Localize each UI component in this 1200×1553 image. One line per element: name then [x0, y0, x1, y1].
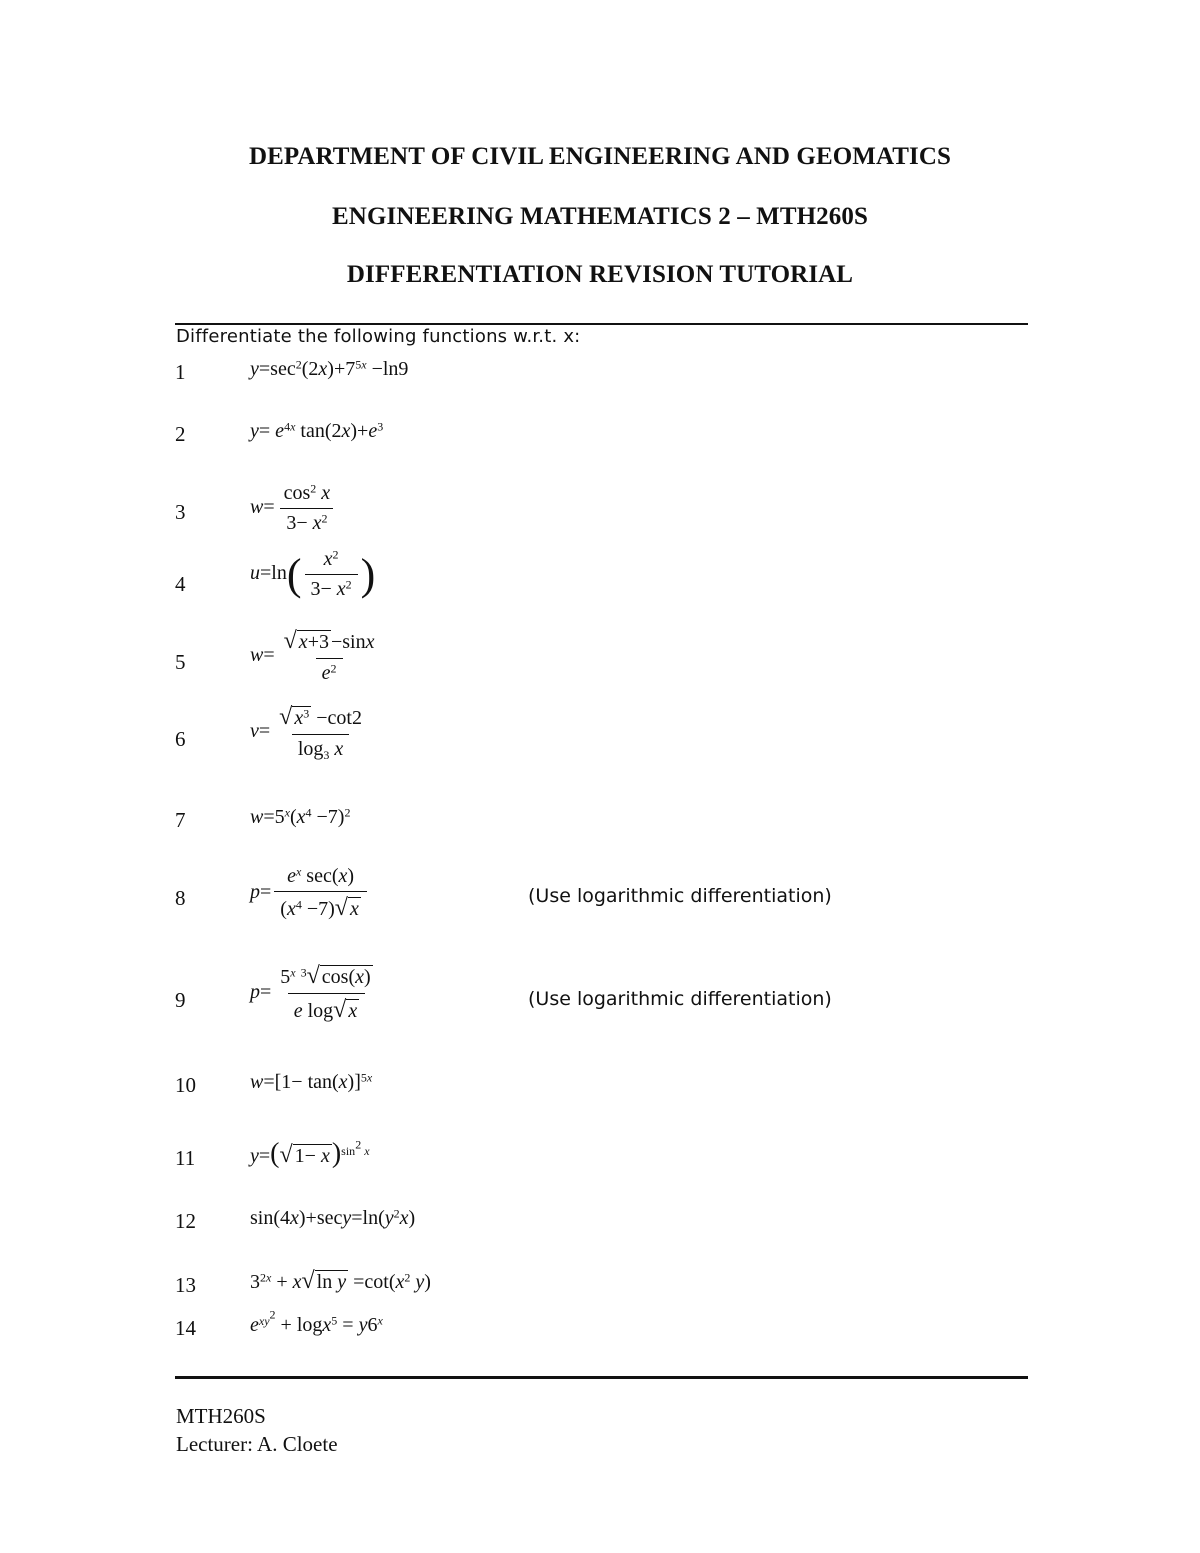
question-12-expression: $\sin(4x)+\sec y=\ln(y^2x)$ — [250, 1206, 416, 1229]
question-8-expression: p= $\frac{e^x \sec(x)}{(x^4 -7)√ x}$ — [250, 865, 370, 922]
question-number: 11 — [175, 1146, 196, 1170]
question-number: 13 — [175, 1273, 196, 1297]
footer-course-code: MTH260S — [176, 1404, 266, 1428]
tutorial-heading: DIFFERENTIATION REVISION TUTORIAL — [346, 261, 854, 288]
question-6-expression: v= $\frac{√ x^3 -\cot 2}{\log_3 x}$ — [250, 704, 362, 763]
question-4-expression: u=ln( $\frac{x^2}{3- x^2}$ ) — [250, 547, 376, 600]
question-number: 10 — [175, 1073, 196, 1097]
question-number: 4 — [175, 572, 186, 596]
question-number: 8 — [175, 886, 186, 910]
question-10-expression: $w=[1- \tan(x)]^{5x}$ — [250, 1070, 373, 1093]
question-number: 7 — [175, 808, 186, 832]
question-3-expression: w= $\frac{\cos^2 x}{3- x^2}$ — [250, 482, 339, 535]
question-13-expression: $3^{2x} + x√$ $\ln y =\cot(x^2$ y) — [250, 1268, 431, 1294]
question-number: 14 — [175, 1316, 196, 1340]
question-5-expression: w= $\frac{√ x+3 -\sin x}{e^2}$ — [250, 628, 375, 684]
question-number: 1 — [175, 360, 186, 384]
question-number: 2 — [175, 422, 186, 446]
question-14-expression: $e^{xy^2} + \log x^5 = y6^x$ — [250, 1307, 383, 1337]
question-number: 9 — [175, 988, 186, 1012]
question-9-note: (Use logarithmic differentiation) — [528, 988, 832, 1010]
question-number: 12 — [175, 1209, 196, 1233]
instructions: Differentiate the following functions w.r.t. x: — [176, 326, 581, 347]
question-8-note: (Use logarithmic differentiation) — [528, 885, 832, 907]
top-divider — [175, 323, 1028, 325]
question-number: 6 — [175, 727, 186, 751]
question-2-expression: $y= e^{4x}$ $\tan(2x)+e^3$ — [250, 419, 384, 442]
question-number: 3 — [175, 500, 186, 524]
question-1-expression: $y=\sec^2(2x)+7^{5x} -\ln 9$ — [250, 357, 409, 380]
footer-lecturer: Lecturer: A. Cloete — [176, 1432, 338, 1456]
question-9-expression: p= $\frac{5^x ^3√ \cos(x)}{\text{e log√ x}}$ — [250, 963, 371, 1023]
question-number: 5 — [175, 650, 186, 674]
department-heading: DEPARTMENT OF CIVIL ENGINEERING AND GEOMATICS — [248, 143, 952, 170]
question-11-expression: y=(√ 1− x)$^{sin^2 x}$ — [250, 1137, 370, 1169]
course-heading: ENGINEERING MATHEMATICS 2 – MTH260S — [332, 203, 868, 230]
question-7-expression: $w=5^x(x^4 -7)^2$ — [250, 805, 351, 828]
footer-divider — [175, 1376, 1028, 1379]
